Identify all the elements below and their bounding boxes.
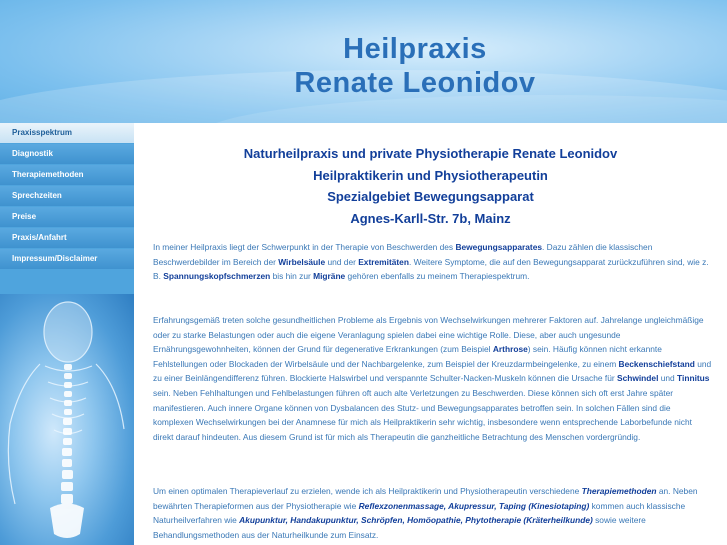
- sidebar-item-therapiemethoden[interactable]: Therapiemethoden: [0, 165, 134, 185]
- sidebar-item-impressum[interactable]: Impressum/Disclaimer: [0, 249, 134, 269]
- sidebar-item-praxisspektrum[interactable]: Praxisspektrum: [0, 123, 134, 143]
- paragraph-causes: Erfahrungsgemäß treten solche gesundheitlichen Probleme als Ergebnis von Wechselwirkungen mehrerer Faktoren auf. Jahrelange ungleichmäßige oder zu starke Belastungen oder auch die eigene Veranlagung spielen dabei eine wichtige Rolle. Diese, aber auch ungesunde Ernährungsgewohnheiten, können der Grund für degenerative Erkrankungen (zum Beispiel Arthrose) sein. Häufig können nicht erkannte Fehlstellungen oder Blockaden der Wirbelsäule und der Nachbargelenke, zum Beispiel der Kreuzdarmbeingelenke, zu einem Beckenschiefstand und zu einer Beinlängendifferenz führen. Blockierte Halswirbel und verspannte Schulter-Nacken-Muskeln können die Ursache für Schwindel und Tinnitus sein. Neben Fehlhaltungen und Fehlbelastungen führen oft auch alte Verletzungen zu Beschwerden. Diese können sich oft erst Jahre später manifestieren. Auch innere Organe können von Dysbalancen des Stutz- und Bewegungsapparates betroffen sein. In solchen Fällen sind die komplexen Wechselwirkungen bei der Anamnese für mich als Heilpraktikerin sehr wichtig, insbesondere wenn entsprechende Laborbefunde nicht direkt darauf hindeuten. Aus diesem Grund ist für mich als Therapeutin die ganzheitliche Betrachtung des Menschen vordergründig.: [153, 315, 712, 442]
- sidebar-item-preise[interactable]: Preise: [0, 207, 134, 227]
- heading-line-2: Heilpraktikerin und Physiotherapeutin: [313, 167, 548, 183]
- sidebar-item-praxis-anfahrt[interactable]: Praxis/Anfahrt: [0, 228, 134, 248]
- heading-line-1: Naturheilpraxis und private Physiotherapie Renate Leonidov: [243, 146, 618, 161]
- sidebar-item-diagnostik[interactable]: Diagnostik: [0, 144, 134, 164]
- spine-figure-icon: [0, 294, 134, 545]
- page-heading: [134, 143, 727, 229]
- site-title-line1: Heilpraxis: [343, 33, 487, 65]
- sidebar-item-sprechzeiten[interactable]: Sprechzeiten: [0, 186, 134, 206]
- paragraph-therapies: Um einen optimalen Therapieverlauf zu erzielen, wende ich als Heilpraktikerin und Physiotherapeutin verschiedene Therapiemethoden an. Neben bewährten Therapieformen aus der Physiotherapie wie Reflexzonenmassage, Akupressur, Taping (Kinesiotaping) kommen auch klassische Naturheilverfahren wie Akupunktur, Handakupunktur, Schröpfen, Homöopathie, Phytotherapie (Kräterheilkunde) sowie weitere Behandlungsmethoden aus der Naturheilkunde zum Einsatz.: [153, 486, 698, 540]
- heading-line-3: Spezialgebiet Bewegungsapparat: [327, 189, 534, 204]
- site-title-line2: Renate Leonidov: [294, 67, 536, 99]
- paragraph-intro: In meiner Heilpraxis liegt der Schwerpunkt in der Therapie von Beschwerden des Bewegungsapparates. Dazu zählen die klassischen Beschwerdebilder im Bereich der Wirbelsäule und der Extremitäten. Weitere Symptome, die auf den Bewegungsapparat zurückzuführen sind, wie z. B. Spannungskopfschmerzen bis hin zur Migräne gehören ebenfalls zu meinem Therapiespektrum.: [153, 242, 709, 282]
- site-title: [250, 32, 580, 100]
- main-content: [134, 123, 727, 545]
- sidebar-nav: [0, 123, 134, 269]
- spine-illustration: [0, 294, 134, 545]
- header: [0, 0, 727, 123]
- heading-line-4: Agnes-Karll-Str. 7b, Mainz: [350, 210, 511, 226]
